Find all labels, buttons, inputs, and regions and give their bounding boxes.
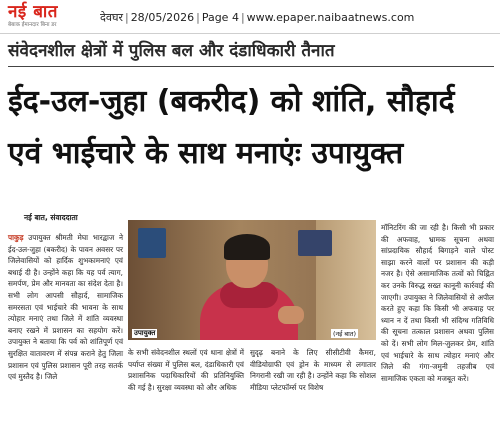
newspaper-logo[interactable]: [8, 3, 94, 31]
edition-date: 28/05/2026: [130, 11, 195, 24]
photo-credit: (नई बात): [333, 330, 357, 338]
separator: |: [240, 11, 245, 24]
headline-line-1: ईद-उल-जुहा (बकरीद) को शांति, सौहार्द: [8, 84, 455, 119]
article-photo[interactable]: [128, 220, 376, 340]
article-kicker: संवेदनशील क्षेत्रों में पुलिस बल और दंडाधिकारी तैनात: [8, 41, 335, 61]
photo-person-hand: [278, 306, 304, 324]
article-headline: [8, 76, 496, 180]
logo-tagline: बेबाक ईमानदार बिना डर: [8, 22, 57, 28]
photo-person-hair: [224, 234, 270, 260]
photo-caption: उपायुक्त: [134, 329, 156, 337]
byline: नई बात, संवाददाता: [24, 213, 78, 222]
photo-nameplate: [298, 230, 332, 256]
article-column-mid-2: सुदृढ़ बनाने के लिए सीसीटीवी कैमरा, वीडियोग्राफी एवं ड्रोन के माध्यम से लगातार निगरानी रखी जा रही है। उन्होंने कहा कि सोशल मीडिया प्लेटफॉर्म्स पर विशेष: [250, 348, 376, 392]
divider: [8, 66, 494, 67]
article-column-mid-1: के सभी संवेदनशील स्थलों एवं थाना क्षेत्रों में पर्याप्त संख्या में पुलिस बल, दंडाधिकारी एवं प्रशासनिक पदाधिकारियों की प्रतिनियुक्ति की गई है। सुरक्षा व्यवस्था को और अधिक: [128, 348, 244, 392]
separator: |: [124, 11, 129, 24]
edition-city: देवघर: [100, 11, 123, 24]
headline-line-2: एवं भाईचारे के साथ मनाएंः उपायुक्त: [8, 136, 404, 171]
separator: |: [196, 11, 200, 24]
logo-text: नई बात: [8, 2, 59, 22]
edition-info: [100, 10, 414, 25]
article-column-right: मॉनिटरिंग की जा रही है। किसी भी प्रकार की अफवाह, भ्रामक सूचना अथवा सांप्रदायिक सौहार्द बिगाड़ने वाले पोस्ट साझा करने वालों पर प्रशासन की कड़ी नजर है। ऐसे असामाजिक तत्वों को चिह्नित कर उनके विरुद्ध सख्त कानूनी कार्रवाई की जाएगी। उपायुक्त ने जिलेवासियों से अपील करते हुए कहा कि किसी भी अफवाह पर ध्यान न दें तथा किसी भी संदिग्ध गतिविधि की सूचना तत्काल प्रशासन अथवा पुलिस को दें। सभी लोग मिल-जुलकर प्रेम, शांति एवं भाईचारे के साथ त्योहार मनाएं और जिले की गंगा-जमुनी तहजीब एवं सामाजिक एकता को मजबूत करें।: [381, 223, 494, 383]
left-column-text: उपायुक्त श्रीमती मेघा भारद्वाज ने ईद-उल-जुहा (बकरीद) के पावन अवसर पर जिलेवासियों को हार्दिक शुभकामनाएं एवं बधाई दी है। उन्होंने कहा कि यह पर्व त्याग, समर्पण, प्रेम और मानवता का संदेश देता है। सभी लोग आपसी सौहार्द, सामाजिक समरसता एवं भाईचारे की भावना के साथ त्योहार मनाएं तथा जिले में शांति व्यवस्था बनाए रखने में प्रशासन का सहयोग करें। उपायुक्त ने बताया कि पर्व को शांतिपूर्ण एवं सुरक्षित वातावरण में संपन्न कराने हेतु जिला प्रशासन एवं पुलिस प्रशासन पूरी तरह सतर्क एवं मुस्तैद है। जिले: [8, 233, 124, 382]
article-column-left: [8, 232, 123, 383]
photo-flag: [138, 228, 166, 258]
dateline-place: पाकुड़: [8, 233, 24, 242]
masthead-bar: [0, 0, 500, 34]
site-url[interactable]: www.epaper.naibaatnews.com: [246, 11, 415, 24]
page-number: Page 4: [201, 11, 239, 24]
